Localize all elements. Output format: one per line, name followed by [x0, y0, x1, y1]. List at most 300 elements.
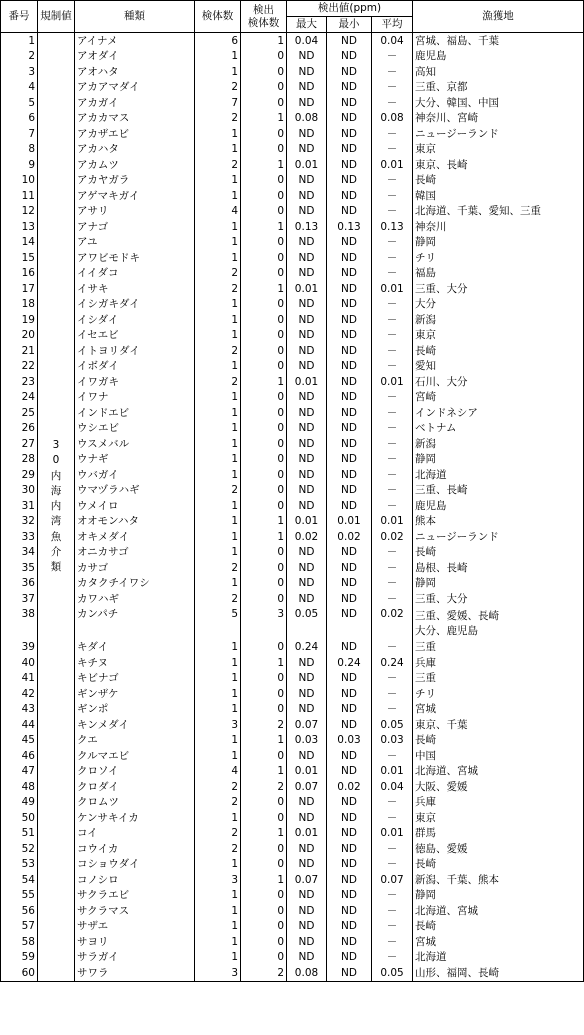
value-min: ND — [327, 312, 372, 328]
catch-location: 愛知 — [413, 359, 584, 375]
catch-location: 韓国 — [413, 188, 584, 204]
value-min: 0.02 — [327, 779, 372, 795]
sample-count: 3 — [195, 965, 241, 981]
value-min: ND — [327, 795, 372, 811]
sample-count: 2 — [195, 841, 241, 857]
sample-count: 1 — [195, 671, 241, 687]
species-name: サザエ — [75, 919, 195, 935]
detected-count: 0 — [241, 640, 287, 656]
catch-location: 北海道 — [413, 950, 584, 966]
value-min: ND — [327, 188, 372, 204]
value-avg: － — [372, 702, 413, 718]
detected-count: 0 — [241, 126, 287, 142]
table-row — [1, 872, 584, 888]
detected-count: 0 — [241, 919, 287, 935]
value-max: ND — [287, 857, 327, 873]
detected-count: 0 — [241, 266, 287, 282]
sample-count: 1 — [195, 857, 241, 873]
table-row — [1, 126, 584, 142]
value-avg: 0.01 — [372, 514, 413, 530]
value-avg: － — [372, 841, 413, 857]
sample-count: 1 — [195, 748, 241, 764]
table-row — [1, 173, 584, 189]
table-row — [1, 702, 584, 718]
detected-count: 2 — [241, 779, 287, 795]
detected-count: 0 — [241, 841, 287, 857]
catch-location: 群馬 — [413, 826, 584, 842]
species-name: ウマヅラハギ — [75, 483, 195, 499]
value-min: ND — [327, 857, 372, 873]
row-number: 5 — [1, 95, 38, 111]
sample-count: 1 — [195, 328, 241, 344]
value-avg: 0.07 — [372, 872, 413, 888]
table-row — [1, 607, 584, 640]
value-avg: － — [372, 126, 413, 142]
value-min: ND — [327, 671, 372, 687]
value-avg: － — [372, 297, 413, 313]
value-min: ND — [327, 965, 372, 981]
value-avg: － — [372, 188, 413, 204]
table-row — [1, 281, 584, 297]
sample-count: 3 — [195, 717, 241, 733]
value-min: ND — [327, 702, 372, 718]
table-row — [1, 266, 584, 282]
species-name: オニカサゴ — [75, 545, 195, 561]
value-avg: － — [372, 436, 413, 452]
catch-location: 新潟、千葉、熊本 — [413, 872, 584, 888]
sample-count: 1 — [195, 950, 241, 966]
detected-count: 0 — [241, 80, 287, 96]
catch-location: 三重、京都 — [413, 80, 584, 96]
value-avg: 0.13 — [372, 219, 413, 235]
header-species: 種類 — [75, 1, 195, 33]
detected-count: 0 — [241, 64, 287, 80]
species-name: ケンサキイカ — [75, 810, 195, 826]
table-row — [1, 374, 584, 390]
value-avg: 0.05 — [372, 717, 413, 733]
row-number: 34 — [1, 545, 38, 561]
row-number: 60 — [1, 965, 38, 981]
value-min: ND — [327, 764, 372, 780]
table-row — [1, 235, 584, 251]
row-number: 39 — [1, 640, 38, 656]
value-avg: － — [372, 545, 413, 561]
value-min: ND — [327, 686, 372, 702]
catch-location: 東京、長崎 — [413, 157, 584, 173]
value-min: ND — [327, 235, 372, 251]
row-number: 36 — [1, 576, 38, 592]
row-number: 7 — [1, 126, 38, 142]
value-avg: 0.02 — [372, 529, 413, 545]
value-max: ND — [287, 655, 327, 671]
catch-location: 宮城、福島、千葉 — [413, 33, 584, 49]
species-name: カタクチイワシ — [75, 576, 195, 592]
value-min: 0.03 — [327, 733, 372, 749]
value-max: 0.07 — [287, 779, 327, 795]
value-max: ND — [287, 266, 327, 282]
value-max: ND — [287, 810, 327, 826]
table-row — [1, 965, 584, 981]
table-row — [1, 764, 584, 780]
catch-location: ニュージーランド — [413, 529, 584, 545]
detected-count: 0 — [241, 343, 287, 359]
sample-count: 4 — [195, 204, 241, 220]
value-min: ND — [327, 266, 372, 282]
value-max: 0.01 — [287, 374, 327, 390]
table-row — [1, 810, 584, 826]
species-name: アカカマス — [75, 111, 195, 127]
sample-count: 1 — [195, 702, 241, 718]
row-number: 20 — [1, 328, 38, 344]
detected-count: 0 — [241, 903, 287, 919]
value-min: ND — [327, 421, 372, 437]
table-row — [1, 560, 584, 576]
species-name: ウメイロ — [75, 498, 195, 514]
row-number: 19 — [1, 312, 38, 328]
detected-count: 2 — [241, 965, 287, 981]
value-min: ND — [327, 576, 372, 592]
row-number: 28 — [1, 452, 38, 468]
table-row — [1, 312, 584, 328]
table-row — [1, 157, 584, 173]
value-max: 0.01 — [287, 281, 327, 297]
header-avg: 平均 — [372, 17, 413, 33]
value-avg: － — [372, 49, 413, 65]
species-name: インドエビ — [75, 405, 195, 421]
table-row — [1, 748, 584, 764]
sample-count: 1 — [195, 64, 241, 80]
sample-count: 2 — [195, 779, 241, 795]
sample-count: 2 — [195, 826, 241, 842]
row-number: 18 — [1, 297, 38, 313]
value-max: 0.08 — [287, 965, 327, 981]
table-row — [1, 950, 584, 966]
detected-count: 0 — [241, 49, 287, 65]
value-avg: － — [372, 591, 413, 607]
table-row — [1, 95, 584, 111]
table-row — [1, 33, 584, 49]
sample-count: 1 — [195, 421, 241, 437]
table-row — [1, 545, 584, 561]
value-min: ND — [327, 919, 372, 935]
header-min: 最小 — [327, 17, 372, 33]
value-max: 0.01 — [287, 514, 327, 530]
row-number: 8 — [1, 142, 38, 158]
sample-count: 6 — [195, 33, 241, 49]
species-name: カワハギ — [75, 591, 195, 607]
detected-count: 0 — [241, 436, 287, 452]
species-name: アカムツ — [75, 157, 195, 173]
sample-count: 1 — [195, 686, 241, 702]
row-number: 35 — [1, 560, 38, 576]
detected-count: 0 — [241, 810, 287, 826]
value-min: ND — [327, 157, 372, 173]
detected-count: 0 — [241, 686, 287, 702]
species-name: アカヤガラ — [75, 173, 195, 189]
table-row — [1, 779, 584, 795]
species-name: ウナギ — [75, 452, 195, 468]
table-row — [1, 467, 584, 483]
catch-location: 石川、大分 — [413, 374, 584, 390]
catch-location: 宮城 — [413, 934, 584, 950]
species-name: カンパチ — [75, 607, 195, 640]
value-max: ND — [287, 328, 327, 344]
species-name: クエ — [75, 733, 195, 749]
value-min: ND — [327, 545, 372, 561]
value-max: 0.05 — [287, 607, 327, 640]
table-row — [1, 529, 584, 545]
value-max: 0.04 — [287, 33, 327, 49]
sample-count: 2 — [195, 591, 241, 607]
value-max: ND — [287, 545, 327, 561]
sample-count: 1 — [195, 219, 241, 235]
value-avg: － — [372, 903, 413, 919]
row-number: 22 — [1, 359, 38, 375]
row-number: 58 — [1, 934, 38, 950]
catch-location: 島根、長崎 — [413, 560, 584, 576]
species-name: イイダコ — [75, 266, 195, 282]
detected-count: 0 — [241, 95, 287, 111]
regulation-cell: 3 0 内 海 内 湾 魚 介 類 — [38, 33, 75, 982]
value-min: ND — [327, 359, 372, 375]
catch-location: インドネシア — [413, 405, 584, 421]
species-name: サワラ — [75, 965, 195, 981]
value-max: 0.08 — [287, 111, 327, 127]
catch-location: 三重 — [413, 671, 584, 687]
catch-location: 東京 — [413, 142, 584, 158]
species-name: アカハタ — [75, 142, 195, 158]
value-max: ND — [287, 903, 327, 919]
species-name: イセエビ — [75, 328, 195, 344]
row-number: 48 — [1, 779, 38, 795]
detected-count: 1 — [241, 872, 287, 888]
value-min: ND — [327, 717, 372, 733]
catch-location: 中国 — [413, 748, 584, 764]
value-avg: － — [372, 919, 413, 935]
catch-location: 静岡 — [413, 235, 584, 251]
sample-count: 1 — [195, 498, 241, 514]
value-avg: 0.01 — [372, 826, 413, 842]
value-min: ND — [327, 95, 372, 111]
sample-count: 1 — [195, 126, 241, 142]
row-number: 57 — [1, 919, 38, 935]
sample-count: 1 — [195, 188, 241, 204]
row-number: 17 — [1, 281, 38, 297]
table-row — [1, 733, 584, 749]
detected-count: 1 — [241, 529, 287, 545]
value-min: ND — [327, 126, 372, 142]
detected-count: 0 — [241, 576, 287, 592]
catch-location: 静岡 — [413, 452, 584, 468]
table-row — [1, 717, 584, 733]
species-name: アサリ — [75, 204, 195, 220]
species-name: アカガイ — [75, 95, 195, 111]
value-min: ND — [327, 80, 372, 96]
value-max: ND — [287, 467, 327, 483]
detected-count: 0 — [241, 857, 287, 873]
sample-count: 1 — [195, 810, 241, 826]
catch-location: 長崎 — [413, 857, 584, 873]
table-row — [1, 188, 584, 204]
value-max: 0.07 — [287, 872, 327, 888]
value-avg: － — [372, 483, 413, 499]
row-number: 52 — [1, 841, 38, 857]
value-min: ND — [327, 748, 372, 764]
row-number: 11 — [1, 188, 38, 204]
detected-count: 0 — [241, 173, 287, 189]
detected-count: 0 — [241, 498, 287, 514]
detected-count: 0 — [241, 483, 287, 499]
table-body — [1, 33, 584, 982]
catch-location: 大阪、愛媛 — [413, 779, 584, 795]
sample-count: 1 — [195, 529, 241, 545]
value-avg: － — [372, 80, 413, 96]
value-max: ND — [287, 452, 327, 468]
value-avg: － — [372, 888, 413, 904]
species-name: オキメダイ — [75, 529, 195, 545]
table-row — [1, 919, 584, 935]
detected-count: 1 — [241, 374, 287, 390]
table-row — [1, 436, 584, 452]
catch-location: 宮城 — [413, 702, 584, 718]
sample-count: 1 — [195, 903, 241, 919]
value-avg: － — [372, 173, 413, 189]
catch-location: 長崎 — [413, 343, 584, 359]
species-name: サクラマス — [75, 903, 195, 919]
detected-count: 2 — [241, 717, 287, 733]
table-row — [1, 841, 584, 857]
detected-count: 1 — [241, 764, 287, 780]
species-name: イボダイ — [75, 359, 195, 375]
sample-count: 1 — [195, 919, 241, 935]
table-row — [1, 421, 584, 437]
value-min: ND — [327, 810, 372, 826]
value-min: ND — [327, 591, 372, 607]
catch-location: 三重、大分 — [413, 281, 584, 297]
detected-count: 0 — [241, 390, 287, 406]
value-min: ND — [327, 436, 372, 452]
sample-count: 2 — [195, 483, 241, 499]
species-name: コイ — [75, 826, 195, 842]
sample-count: 2 — [195, 111, 241, 127]
value-min: ND — [327, 483, 372, 499]
value-max: ND — [287, 591, 327, 607]
catch-location: 東京、千葉 — [413, 717, 584, 733]
row-number: 46 — [1, 748, 38, 764]
sample-count: 1 — [195, 173, 241, 189]
catch-location: 長崎 — [413, 545, 584, 561]
row-number: 2 — [1, 49, 38, 65]
catch-location: 東京 — [413, 810, 584, 826]
catch-location: 東京 — [413, 328, 584, 344]
value-max: ND — [287, 436, 327, 452]
species-name: キチヌ — [75, 655, 195, 671]
row-number: 51 — [1, 826, 38, 842]
value-avg: － — [372, 421, 413, 437]
table-row — [1, 514, 584, 530]
sample-count: 1 — [195, 312, 241, 328]
catch-location: 鹿児島 — [413, 49, 584, 65]
species-name: サヨリ — [75, 934, 195, 950]
sample-count: 1 — [195, 297, 241, 313]
detected-count: 0 — [241, 359, 287, 375]
species-name: ウバガイ — [75, 467, 195, 483]
value-max: ND — [287, 421, 327, 437]
table-row — [1, 498, 584, 514]
catch-location: ベトナム — [413, 421, 584, 437]
value-max: ND — [287, 702, 327, 718]
value-min: 0.02 — [327, 529, 372, 545]
value-max: 0.01 — [287, 826, 327, 842]
value-max: 0.03 — [287, 733, 327, 749]
catch-location: 熊本 — [413, 514, 584, 530]
value-avg: － — [372, 686, 413, 702]
value-min: ND — [327, 872, 372, 888]
table-row — [1, 297, 584, 313]
species-name: アカアマダイ — [75, 80, 195, 96]
value-min: ND — [327, 64, 372, 80]
sample-count: 2 — [195, 374, 241, 390]
row-number: 32 — [1, 514, 38, 530]
catch-location: 神奈川 — [413, 219, 584, 235]
sample-count: 2 — [195, 80, 241, 96]
header-samples: 検体数 — [195, 1, 241, 33]
value-max: ND — [287, 235, 327, 251]
table-row — [1, 903, 584, 919]
value-max: ND — [287, 483, 327, 499]
value-min: ND — [327, 374, 372, 390]
detected-count: 1 — [241, 281, 287, 297]
value-max: ND — [287, 359, 327, 375]
catch-location: 福島 — [413, 266, 584, 282]
row-number: 38 — [1, 607, 38, 640]
catch-location: ニュージーランド — [413, 126, 584, 142]
value-avg: 0.01 — [372, 374, 413, 390]
row-number: 12 — [1, 204, 38, 220]
species-name: クロムツ — [75, 795, 195, 811]
value-max: ND — [287, 390, 327, 406]
row-number: 45 — [1, 733, 38, 749]
detected-count: 0 — [241, 950, 287, 966]
table-row — [1, 64, 584, 80]
catch-location: 新潟 — [413, 312, 584, 328]
table-row — [1, 795, 584, 811]
detected-count: 0 — [241, 795, 287, 811]
value-max: ND — [287, 343, 327, 359]
species-name: カサゴ — [75, 560, 195, 576]
value-avg: 0.01 — [372, 157, 413, 173]
value-avg: 0.08 — [372, 111, 413, 127]
value-avg: － — [372, 405, 413, 421]
value-min: 0.13 — [327, 219, 372, 235]
row-number: 54 — [1, 872, 38, 888]
value-min: ND — [327, 250, 372, 266]
row-number: 29 — [1, 467, 38, 483]
table-row — [1, 405, 584, 421]
value-max: 0.24 — [287, 640, 327, 656]
detected-count: 0 — [241, 421, 287, 437]
table-row — [1, 250, 584, 266]
value-min: ND — [327, 142, 372, 158]
value-avg: － — [372, 312, 413, 328]
value-min: ND — [327, 343, 372, 359]
row-number: 4 — [1, 80, 38, 96]
sample-count: 1 — [195, 934, 241, 950]
catch-location: 新潟 — [413, 436, 584, 452]
sample-count: 1 — [195, 452, 241, 468]
value-max: ND — [287, 126, 327, 142]
sample-count: 1 — [195, 359, 241, 375]
